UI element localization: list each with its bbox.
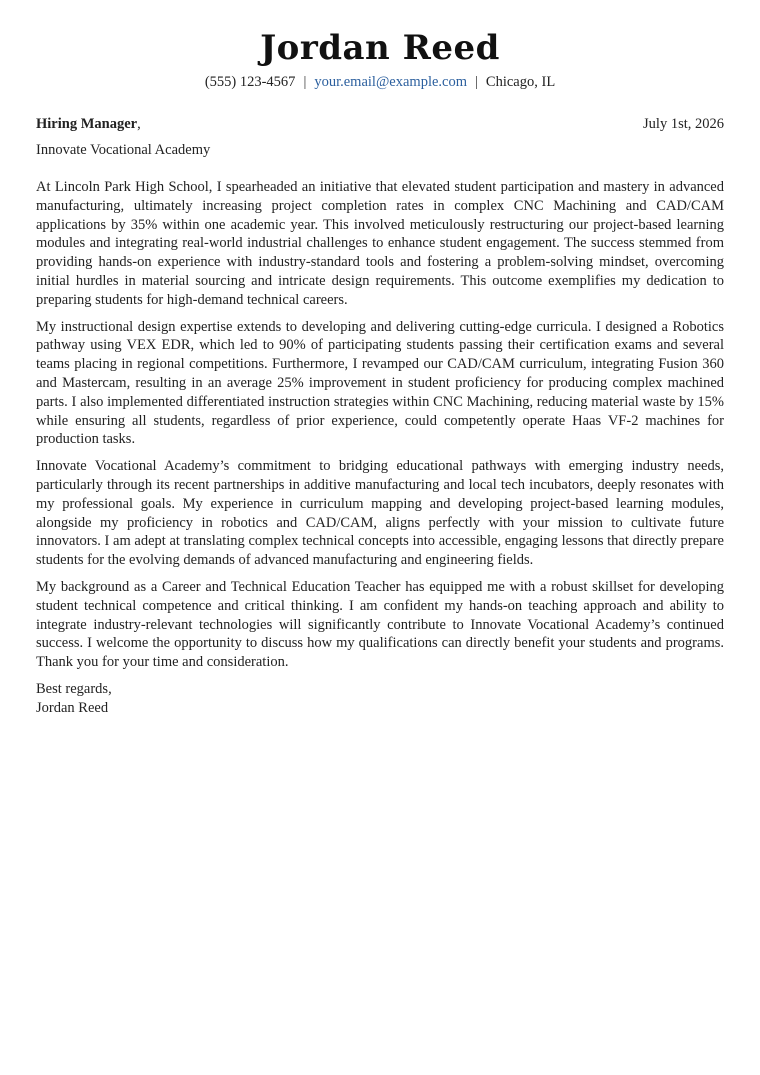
letter-body [36, 178, 724, 672]
applicant-name: Jordan Reed [260, 28, 500, 68]
location: Chicago, IL [485, 74, 556, 90]
body-paragraph: My background as a Career and Technical Education Teacher has equipped me with a robust skillset for developing student technical competence and critical thinking. I am confident my hands-on teaching approach and ability to integrate industry-relevant technologies will significantly contribute to Innovate Vocational Academy’s continued success. I welcome the opportunity to discuss how my qualifications can directly benefit your students and programs. Thank you for your time and consideration. [36, 578, 724, 671]
separator: | [475, 74, 478, 90]
recipient-suffix: , [137, 116, 141, 132]
salutation-row [36, 114, 724, 134]
body-paragraph: My instructional design expertise extends to developing and delivering cutting-edge curricula. I designed a Robotics pathway using VEX EDR, which led to 90% of participating students passing their certification exams and several teams placing in regional competitions. Furthermore, I revamped our CAD/CAM curriculum, integrating Fusion 360 and Mastercam, resulting in an average 25% improvement in student proficiency for producing complex machined parts. I also implemented differentiated instruction strategies within CNC Machining, reducing material waste by 15% while ensuring all students, regardless of prior experience, could competently operate Haas VF-2 machines for production tasks. [36, 318, 724, 448]
body-paragraph: Innovate Vocational Academy’s commitment to bridging educational pathways with emerging industry needs, particularly through its recent partnerships in additive manufacturing and local tech incubators, deeply resonates with my professional goals. My experience in curriculum mapping and developing project-based learning modules, alongside my proficiency in robotics and CAD/CAM, aligns perfectly with your mission to cultivate future innovators. I am adept at translating complex technical concepts into accessible, engaging lessons that directly prepare students for the evolving demands of advanced manufacturing and engineering fields. [36, 458, 724, 569]
body-paragraph: At Lincoln Park High School, I spearheaded an initiative that elevated student participation and mastery in advanced manufacturing, ultimately increasing project completion rates in complex CNC Machining and CAD/CAM applications by 35% within one academic year. This involved meticulously restructuring our project-based learning modules and integrating real-world industrial challenges to enhance student engagement. The success stemmed from providing hands-on experience with industry-standard tools and fostering a problem-solving mindset, overcoming initial hurdles in material sourcing and intricate design requirements. This outcome exemplifies my dedication to preparing students for high-demand technical careers. [36, 179, 724, 308]
letter-date: July 1st, 2026 [643, 116, 724, 132]
recipient-line [36, 114, 141, 134]
signature-name: Jordan Reed [36, 699, 109, 716]
contact-line [36, 72, 724, 92]
email-link[interactable]: your.email@example.com [314, 74, 468, 90]
cover-letter-page [36, 26, 724, 718]
closing-phrase: Best regards, [36, 680, 112, 697]
separator: | [303, 74, 307, 90]
phone-number: (555) 123-4567 [204, 74, 296, 90]
recipient-name: Hiring Manager [36, 116, 138, 132]
organization-name: Innovate Vocational Academy [36, 142, 211, 158]
closing-block [36, 680, 724, 718]
